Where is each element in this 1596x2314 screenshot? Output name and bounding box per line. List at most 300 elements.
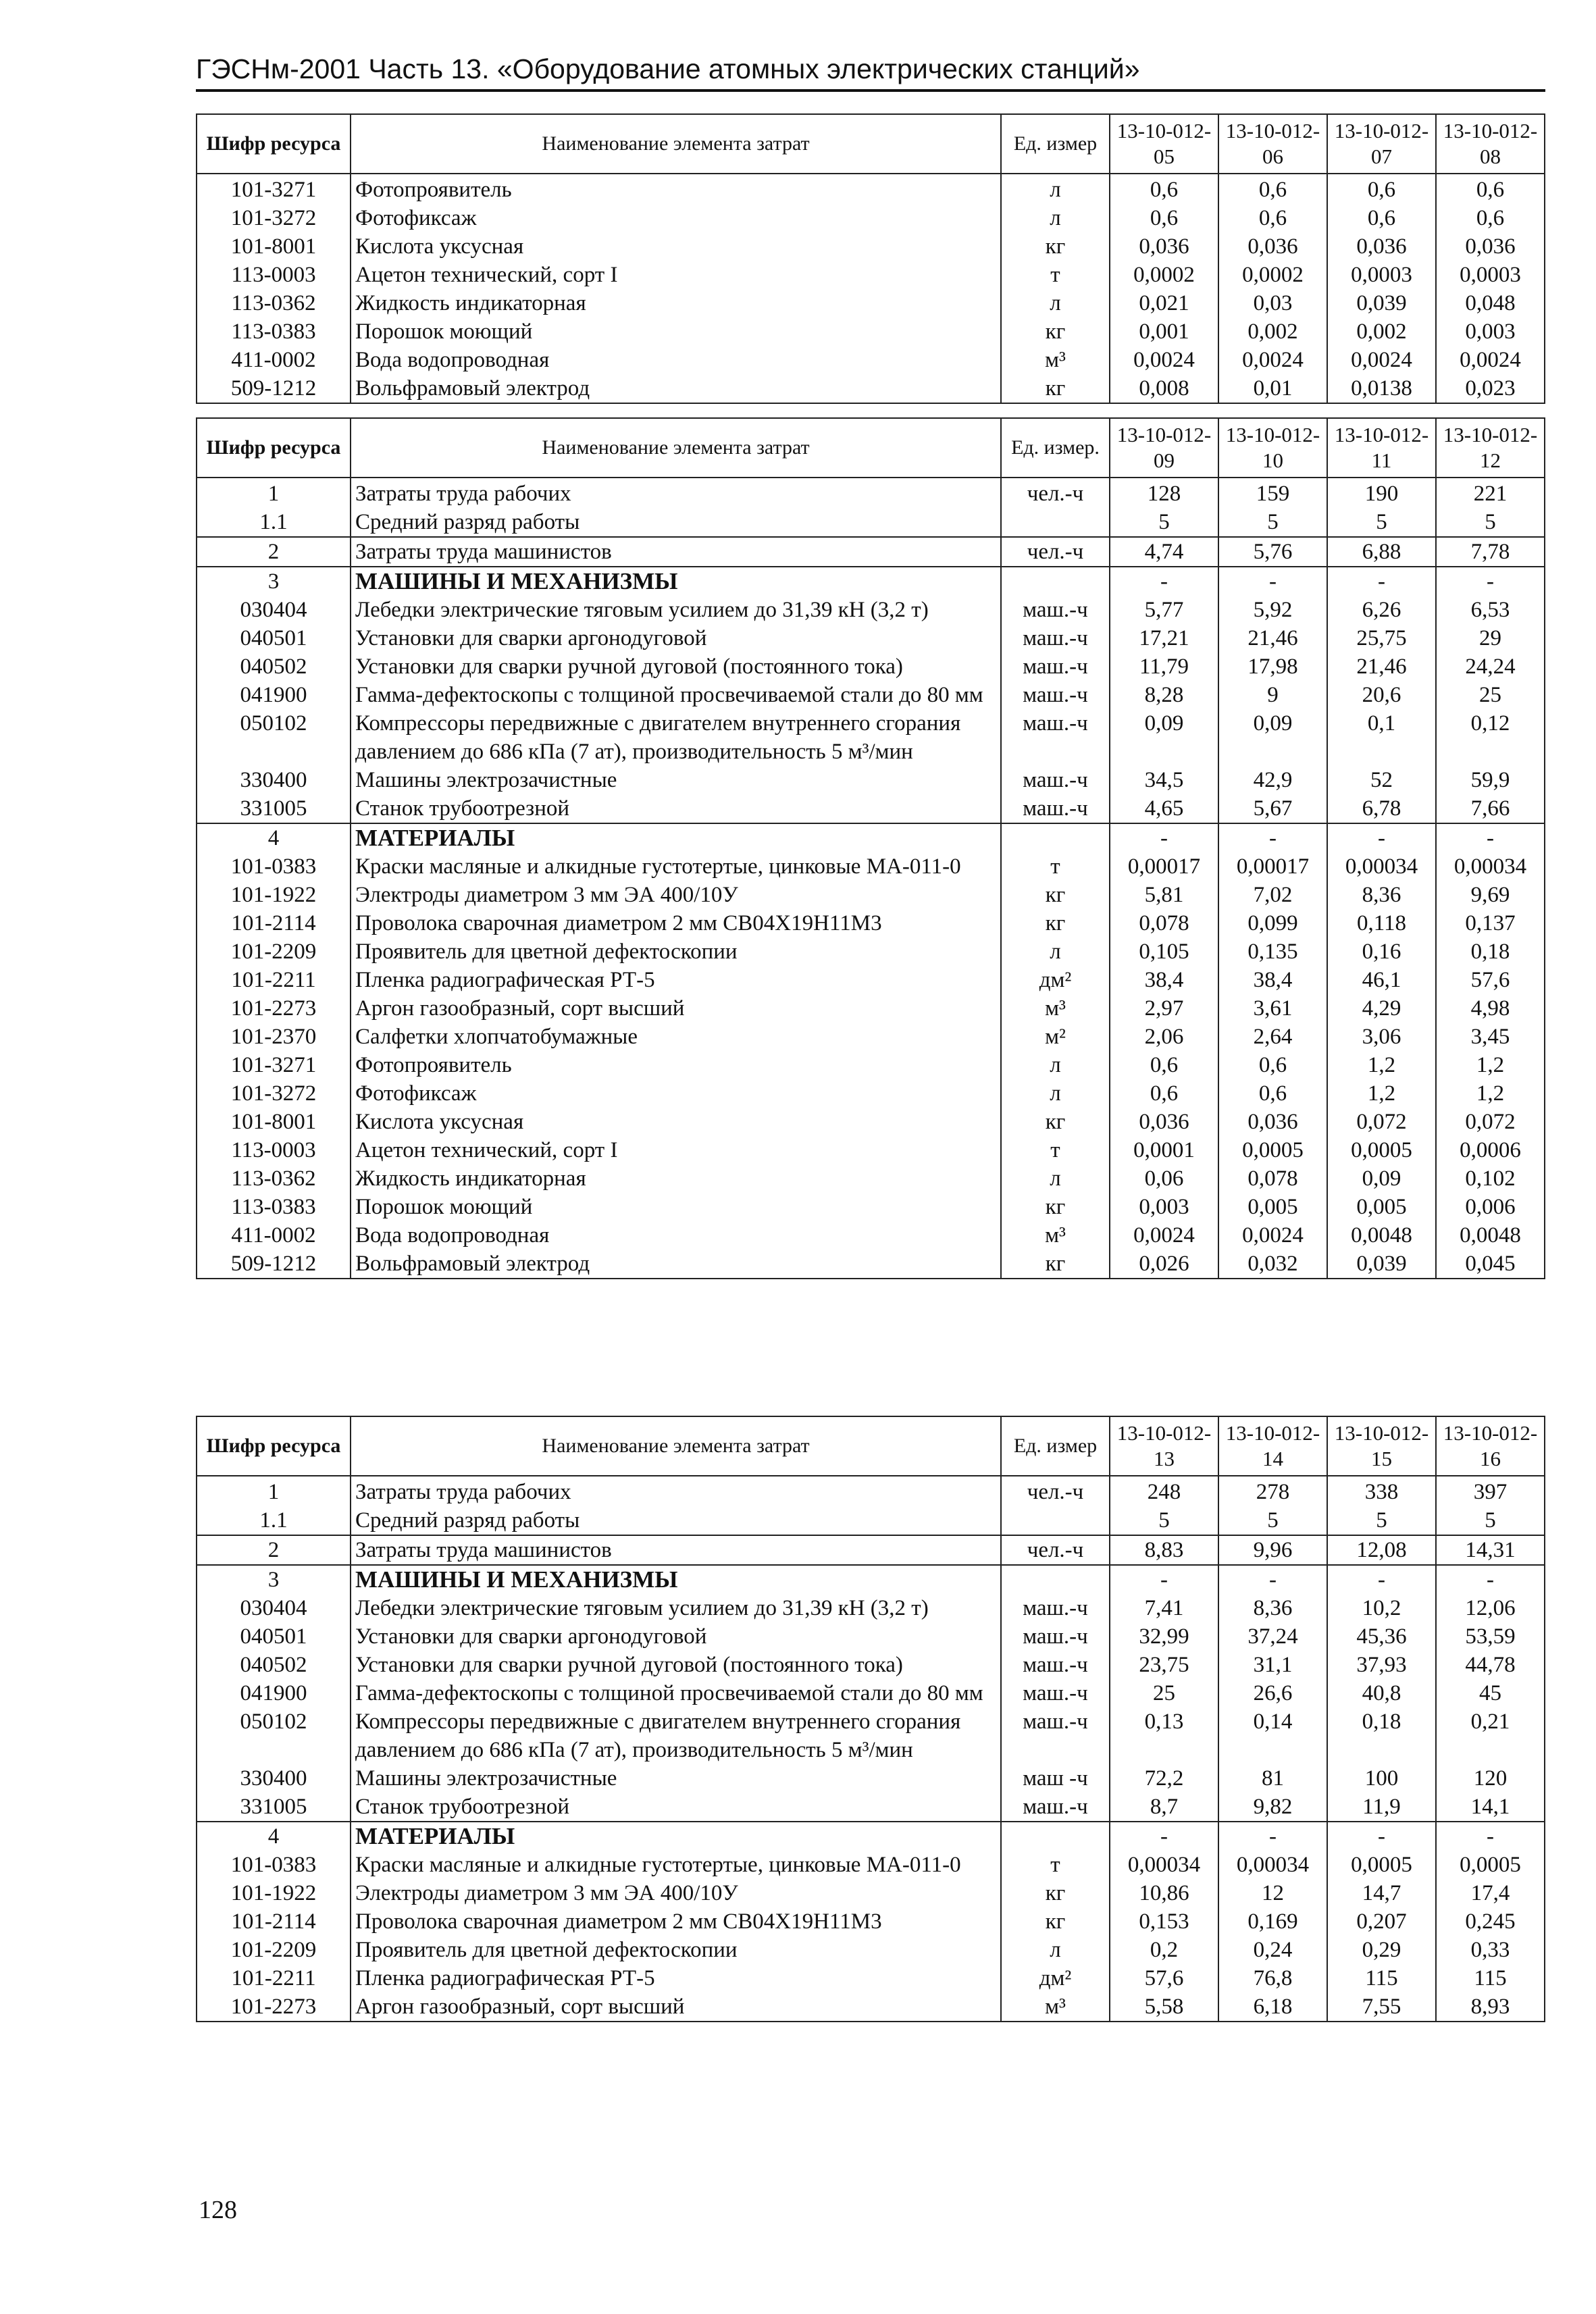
- cost-element-name: Компрессоры передвижные с двигателем внутреннего сгорания давлением до 686 кПа (7 ат), производительность 5 м³/мин: [351, 709, 1001, 766]
- cost-element-name: Установки для сварки аргонодуговой: [351, 1622, 1001, 1651]
- norm-value: 0,0024: [1436, 346, 1545, 374]
- cost-element-name: Жидкость индикаторная: [351, 1164, 1001, 1193]
- norm-value: 0,6: [1327, 174, 1436, 204]
- norm-value: 0,005: [1218, 1193, 1327, 1221]
- resource-code: 101-2114: [197, 909, 351, 937]
- norm-value: 5: [1327, 1506, 1436, 1535]
- norm-value: 25,75: [1327, 624, 1436, 652]
- resource-code: 041900: [197, 1679, 351, 1707]
- resource-code: 3: [197, 567, 351, 596]
- norm-value: 10,2: [1327, 1594, 1436, 1622]
- cost-element-name: Проволока сварочная диаметром 2 мм СВ04Х19Н11М3: [351, 1907, 1001, 1936]
- norm-value: 14,31: [1436, 1535, 1545, 1565]
- cost-element-name: Фотопроявитель: [351, 1051, 1001, 1079]
- cost-element-name: Вольфрамовый электрод: [351, 1250, 1001, 1279]
- cost-element-name: Электроды диаметром 3 мм ЭА 400/10У: [351, 1879, 1001, 1907]
- norm-value: 0,00034: [1110, 1851, 1218, 1879]
- norm-value: 25: [1110, 1679, 1218, 1707]
- norm-value: 0,0005: [1218, 1136, 1327, 1164]
- norm-value: 12: [1218, 1879, 1327, 1907]
- norm-value: -: [1436, 1565, 1545, 1594]
- norm-value: 4,98: [1436, 994, 1545, 1023]
- norm-value: -: [1327, 567, 1436, 596]
- norm-value: 14,7: [1327, 1879, 1436, 1907]
- table-row: [197, 966, 1545, 994]
- resource-code: 330400: [197, 1764, 351, 1793]
- unit: чел.-ч: [1001, 537, 1110, 567]
- table-row: [197, 508, 1545, 537]
- norm-value: 0,169: [1218, 1907, 1327, 1936]
- resource-code: 509-1212: [197, 1250, 351, 1279]
- cost-element-name: Фотофиксаж: [351, 204, 1001, 232]
- norm-value: 9,69: [1436, 881, 1545, 909]
- resource-code: 1: [197, 1476, 351, 1506]
- norm-value: 59,9: [1436, 766, 1545, 794]
- norm-value: 9,96: [1218, 1535, 1327, 1565]
- header-norm-code: 13-10-012-12: [1436, 418, 1545, 478]
- resource-code: 113-0003: [197, 261, 351, 289]
- unit: дм²: [1001, 966, 1110, 994]
- norm-value: 0,6: [1218, 1079, 1327, 1108]
- resource-code: 113-0362: [197, 1164, 351, 1193]
- section-row: [197, 1822, 1545, 1851]
- norm-value: 32,99: [1110, 1622, 1218, 1651]
- table-row: [197, 1476, 1545, 1506]
- resource-code: 113-0383: [197, 317, 351, 346]
- table-row: [197, 652, 1545, 681]
- norm-value: 72,2: [1110, 1764, 1218, 1793]
- cost-element-name: Кислота уксусная: [351, 1108, 1001, 1136]
- unit: кг: [1001, 232, 1110, 261]
- norm-value: 0,21: [1436, 1707, 1545, 1764]
- unit: маш.-ч: [1001, 1651, 1110, 1679]
- norm-value: 0,036: [1436, 232, 1545, 261]
- resource-code: 101-2211: [197, 966, 351, 994]
- norm-value: 0,0001: [1110, 1136, 1218, 1164]
- norm-value: 0,01: [1218, 374, 1327, 403]
- resource-code: 101-3271: [197, 1051, 351, 1079]
- norm-value: 25: [1436, 681, 1545, 709]
- norm-value: 29: [1436, 624, 1545, 652]
- norm-value: 100: [1327, 1764, 1436, 1793]
- unit: [1001, 1506, 1110, 1535]
- norm-value: -: [1436, 567, 1545, 596]
- resource-code: 101-3272: [197, 1079, 351, 1108]
- norm-value: -: [1436, 823, 1545, 852]
- resource-code: 041900: [197, 681, 351, 709]
- norm-value: 5: [1436, 1506, 1545, 1535]
- cost-element-name: Машины электрозачистные: [351, 766, 1001, 794]
- unit: л: [1001, 1079, 1110, 1108]
- cost-element-name: Аргон газообразный, сорт высший: [351, 994, 1001, 1023]
- norm-value: 31,1: [1218, 1651, 1327, 1679]
- norm-value: 0,6: [1110, 1051, 1218, 1079]
- table-row: [197, 1907, 1545, 1936]
- norm-value: 0,00034: [1436, 852, 1545, 881]
- norm-value: 278: [1218, 1476, 1327, 1506]
- table-row: [197, 232, 1545, 261]
- norm-value: 397: [1436, 1476, 1545, 1506]
- norm-value: 12,06: [1436, 1594, 1545, 1622]
- norm-value: 5: [1110, 508, 1218, 537]
- table-row: [197, 1851, 1545, 1879]
- resource-code: 101-2211: [197, 1964, 351, 1992]
- norm-value: 0,001: [1110, 317, 1218, 346]
- unit: маш.-ч: [1001, 1793, 1110, 1822]
- norm-value: 0,18: [1327, 1707, 1436, 1764]
- resource-code: 101-1922: [197, 1879, 351, 1907]
- resource-code: 330400: [197, 766, 351, 794]
- section-row: [197, 823, 1545, 852]
- resource-code: 101-3271: [197, 174, 351, 204]
- unit: л: [1001, 1164, 1110, 1193]
- unit: кг: [1001, 1907, 1110, 1936]
- table-row: [197, 994, 1545, 1023]
- norm-value: 6,78: [1327, 794, 1436, 823]
- resource-code: 101-1922: [197, 881, 351, 909]
- resource-code: 030404: [197, 596, 351, 624]
- norm-value: 2,06: [1110, 1023, 1218, 1051]
- cost-element-name: Пленка радиографическая РТ-5: [351, 966, 1001, 994]
- cost-element-name: Средний разряд работы: [351, 508, 1001, 537]
- norm-value: 7,66: [1436, 794, 1545, 823]
- table-row: [197, 1793, 1545, 1822]
- norm-value: 0,0006: [1436, 1136, 1545, 1164]
- section-row: [197, 567, 1545, 596]
- norm-value: 0,036: [1218, 1108, 1327, 1136]
- resource-code: 101-2209: [197, 1936, 351, 1964]
- norm-value: -: [1327, 1565, 1436, 1594]
- norm-value: 7,41: [1110, 1594, 1218, 1622]
- norm-value: 0,0024: [1110, 346, 1218, 374]
- unit: чел.-ч: [1001, 1535, 1110, 1565]
- table-row: [197, 1936, 1545, 1964]
- norm-value: -: [1110, 1565, 1218, 1594]
- unit: чел.-ч: [1001, 478, 1110, 508]
- norm-value: 5,81: [1110, 881, 1218, 909]
- header-norm-code: 13-10-012-16: [1436, 1416, 1545, 1476]
- resource-code: 4: [197, 1822, 351, 1851]
- header-resource-code: Шифр ресурса: [197, 418, 351, 478]
- resource-code: 101-8001: [197, 232, 351, 261]
- norm-value: 8,93: [1436, 1992, 1545, 2022]
- cost-element-name: Проволока сварочная диаметром 2 мм СВ04Х19Н11М3: [351, 909, 1001, 937]
- norm-value: 0,036: [1110, 232, 1218, 261]
- norm-value: 0,6: [1218, 174, 1327, 204]
- norm-value: 0,048: [1436, 289, 1545, 317]
- norm-value: 57,6: [1436, 966, 1545, 994]
- resource-code: 1.1: [197, 1506, 351, 1535]
- page-header: ГЭСНм-2001 Часть 13. «Оборудование атомных электрических станций»: [196, 49, 1545, 92]
- norm-value: 4,65: [1110, 794, 1218, 823]
- table-row: [197, 1079, 1545, 1108]
- header-norm-code: 13-10-012-07: [1327, 114, 1436, 174]
- header-norm-code: 13-10-012-15: [1327, 1416, 1436, 1476]
- header-norm-code: 13-10-012-10: [1218, 418, 1327, 478]
- norm-value: 81: [1218, 1764, 1327, 1793]
- header-unit: Ед. измер.: [1001, 418, 1110, 478]
- norm-value: 9,82: [1218, 1793, 1327, 1822]
- norm-value: 0,6: [1436, 174, 1545, 204]
- norm-value: 0,0024: [1218, 1221, 1327, 1250]
- norm-value: 4,29: [1327, 994, 1436, 1023]
- norm-value: 5: [1110, 1506, 1218, 1535]
- cost-element-name: Средний разряд работы: [351, 1506, 1001, 1535]
- norm-value: 0,006: [1436, 1193, 1545, 1221]
- norm-value: 5: [1436, 508, 1545, 537]
- unit: маш.-ч: [1001, 624, 1110, 652]
- table-header-row: [197, 114, 1545, 174]
- cost-element-name: Фотопроявитель: [351, 174, 1001, 204]
- table-row: [197, 1679, 1545, 1707]
- norm-value: 0,0005: [1327, 1136, 1436, 1164]
- norm-value: 0,002: [1327, 317, 1436, 346]
- norm-value: 0,0024: [1327, 346, 1436, 374]
- norm-value: 6,53: [1436, 596, 1545, 624]
- norm-value: 0,0138: [1327, 374, 1436, 403]
- cost-element-name: Станок трубоотрезной: [351, 1793, 1001, 1822]
- table-row: [197, 1622, 1545, 1651]
- header-resource-code: Шифр ресурса: [197, 114, 351, 174]
- cost-element-name: Машины электрозачистные: [351, 1764, 1001, 1793]
- norm-value: 0,102: [1436, 1164, 1545, 1193]
- norm-value: 26,6: [1218, 1679, 1327, 1707]
- norm-value: 42,9: [1218, 766, 1327, 794]
- unit: кг: [1001, 881, 1110, 909]
- norm-value: -: [1110, 823, 1218, 852]
- resource-code: 411-0002: [197, 1221, 351, 1250]
- norm-value: 0,24: [1218, 1936, 1327, 1964]
- table-row: [197, 596, 1545, 624]
- resource-table-1: [196, 113, 1545, 404]
- header-norm-code: 13-10-012-14: [1218, 1416, 1327, 1476]
- resource-code: 3: [197, 1565, 351, 1594]
- norm-value: 0,002: [1218, 317, 1327, 346]
- norm-value: 17,21: [1110, 624, 1218, 652]
- resource-code: 2: [197, 537, 351, 567]
- cost-element-name: Жидкость индикаторная: [351, 289, 1001, 317]
- resource-code: 411-0002: [197, 346, 351, 374]
- cost-element-name: Затраты труда машинистов: [351, 537, 1001, 567]
- resource-table-2: [196, 417, 1545, 1279]
- norm-value: -: [1110, 567, 1218, 596]
- header-unit: Ед. измер: [1001, 1416, 1110, 1476]
- norm-value: 0,072: [1327, 1108, 1436, 1136]
- norm-value: 7,78: [1436, 537, 1545, 567]
- cost-element-name: Электроды диаметром 3 мм ЭА 400/10У: [351, 881, 1001, 909]
- norm-value: 0,18: [1436, 937, 1545, 966]
- norm-value: 0,6: [1110, 1079, 1218, 1108]
- norm-value: 6,88: [1327, 537, 1436, 567]
- norm-value: 248: [1110, 1476, 1218, 1506]
- norm-value: 10,86: [1110, 1879, 1218, 1907]
- unit: маш.-ч: [1001, 1679, 1110, 1707]
- table-row: [197, 909, 1545, 937]
- norm-value: 0,039: [1327, 1250, 1436, 1279]
- norm-value: 0,036: [1327, 232, 1436, 261]
- cost-element-name: МАШИНЫ И МЕХАНИЗМЫ: [351, 1565, 1001, 1594]
- norm-value: 0,2: [1110, 1936, 1218, 1964]
- norm-value: 46,1: [1327, 966, 1436, 994]
- norm-value: 0,003: [1110, 1193, 1218, 1221]
- header-norm-code: 13-10-012-09: [1110, 418, 1218, 478]
- cost-element-name: МАШИНЫ И МЕХАНИЗМЫ: [351, 567, 1001, 596]
- header-cost-element-name: Наименование элемента затрат: [351, 1416, 1001, 1476]
- header-cost-element-name: Наименование элемента затрат: [351, 114, 1001, 174]
- unit: л: [1001, 204, 1110, 232]
- norm-value: -: [1110, 1822, 1218, 1851]
- table-row: [197, 1651, 1545, 1679]
- cost-element-name: Краски масляные и алкидные густотертые, цинковые МА-011-0: [351, 1851, 1001, 1879]
- norm-value: 2,97: [1110, 994, 1218, 1023]
- table-row: [197, 1506, 1545, 1535]
- norm-value: 5,77: [1110, 596, 1218, 624]
- norm-value: 5: [1327, 508, 1436, 537]
- unit: дм²: [1001, 1964, 1110, 1992]
- norm-value: 0,153: [1110, 1907, 1218, 1936]
- norm-value: 3,45: [1436, 1023, 1545, 1051]
- norm-value: 0,032: [1218, 1250, 1327, 1279]
- norm-value: 0,6: [1218, 204, 1327, 232]
- norm-value: 0,023: [1436, 374, 1545, 403]
- table-row: [197, 1707, 1545, 1764]
- table-row: [197, 1136, 1545, 1164]
- unit: кг: [1001, 317, 1110, 346]
- cost-element-name: Вода водопроводная: [351, 1221, 1001, 1250]
- resource-code: 101-2370: [197, 1023, 351, 1051]
- norm-value: 5: [1218, 1506, 1327, 1535]
- norm-value: 1,2: [1327, 1051, 1436, 1079]
- norm-value: 3,61: [1218, 994, 1327, 1023]
- header-norm-code: 13-10-012-08: [1436, 114, 1545, 174]
- norm-value: 40,8: [1327, 1679, 1436, 1707]
- cost-element-name: МАТЕРИАЛЫ: [351, 823, 1001, 852]
- norm-value: 0,008: [1110, 374, 1218, 403]
- table-row: [197, 709, 1545, 766]
- norm-value: 0,6: [1110, 174, 1218, 204]
- norm-value: -: [1327, 823, 1436, 852]
- norm-value: 5,76: [1218, 537, 1327, 567]
- unit: маш.-ч: [1001, 596, 1110, 624]
- norm-value: 0,14: [1218, 1707, 1327, 1764]
- page-number: 128: [199, 2196, 237, 2224]
- norm-value: 8,36: [1218, 1594, 1327, 1622]
- cost-element-name: Краски масляные и алкидные густотертые, цинковые МА-011-0: [351, 852, 1001, 881]
- norm-value: 45,36: [1327, 1622, 1436, 1651]
- unit: л: [1001, 289, 1110, 317]
- norm-value: 0,0048: [1436, 1221, 1545, 1250]
- table-row: [197, 317, 1545, 346]
- norm-value: 0,09: [1218, 709, 1327, 766]
- header-cost-element-name: Наименование элемента затрат: [351, 418, 1001, 478]
- norm-value: 0,03: [1218, 289, 1327, 317]
- table-row: [197, 1964, 1545, 1992]
- unit: маш.-ч: [1001, 652, 1110, 681]
- norm-value: 52: [1327, 766, 1436, 794]
- norm-value: 0,12: [1436, 709, 1545, 766]
- table-row: [197, 1992, 1545, 2022]
- norm-value: 37,93: [1327, 1651, 1436, 1679]
- norm-value: 14,1: [1436, 1793, 1545, 1822]
- norm-value: 0,045: [1436, 1250, 1545, 1279]
- norm-value: 115: [1436, 1964, 1545, 1992]
- table-row: [197, 766, 1545, 794]
- table-row: [197, 204, 1545, 232]
- table-row: [197, 1594, 1545, 1622]
- cost-element-name: Компрессоры передвижные с двигателем внутреннего сгорания давлением до 686 кПа (7 ат), производительность 5 м³/мин: [351, 1707, 1001, 1764]
- cost-element-name: Станок трубоотрезной: [351, 794, 1001, 823]
- norm-value: 0,00034: [1218, 1851, 1327, 1879]
- norm-value: 0,09: [1327, 1164, 1436, 1193]
- unit: м³: [1001, 1992, 1110, 2022]
- unit: м³: [1001, 1221, 1110, 1250]
- section-row: [197, 1565, 1545, 1594]
- norm-value: 11,79: [1110, 652, 1218, 681]
- norm-value: 0,6: [1218, 1051, 1327, 1079]
- table-row: [197, 1764, 1545, 1793]
- cost-element-name: Аргон газообразный, сорт высший: [351, 1992, 1001, 2022]
- norm-value: 44,78: [1436, 1651, 1545, 1679]
- cost-element-name: Пленка радиографическая РТ-5: [351, 1964, 1001, 1992]
- resource-code: 509-1212: [197, 374, 351, 403]
- norm-value: 76,8: [1218, 1964, 1327, 1992]
- norm-value: 57,6: [1110, 1964, 1218, 1992]
- unit: т: [1001, 1851, 1110, 1879]
- resource-code: 113-0383: [197, 1193, 351, 1221]
- unit: [1001, 1565, 1110, 1594]
- norm-value: 5,58: [1110, 1992, 1218, 2022]
- norm-value: 0,036: [1218, 232, 1327, 261]
- unit: маш -ч: [1001, 1764, 1110, 1793]
- resource-code: 101-2209: [197, 937, 351, 966]
- cost-element-name: Затраты труда рабочих: [351, 1476, 1001, 1506]
- norm-value: 0,0003: [1327, 261, 1436, 289]
- cost-element-name: Кислота уксусная: [351, 232, 1001, 261]
- cost-element-name: Лебедки электрические тяговым усилием до 31,39 кН (3,2 т): [351, 1594, 1001, 1622]
- cost-element-name: Ацетон технический, сорт I: [351, 1136, 1001, 1164]
- table-row: [197, 681, 1545, 709]
- table-row: [197, 289, 1545, 317]
- table-row: [197, 881, 1545, 909]
- resource-code: 101-2114: [197, 1907, 351, 1936]
- unit: маш.-ч: [1001, 1707, 1110, 1764]
- norm-value: 38,4: [1110, 966, 1218, 994]
- resource-code: 101-2273: [197, 994, 351, 1023]
- norm-value: 4,74: [1110, 537, 1218, 567]
- norm-value: 0,021: [1110, 289, 1218, 317]
- resource-code: 4: [197, 823, 351, 852]
- unit: кг: [1001, 1108, 1110, 1136]
- norm-value: -: [1327, 1822, 1436, 1851]
- norm-value: 0,005: [1327, 1193, 1436, 1221]
- table-header-row: [197, 1416, 1545, 1476]
- cost-element-name: Затраты труда машинистов: [351, 1535, 1001, 1565]
- cost-element-name: Установки для сварки ручной дуговой (постоянного тока): [351, 652, 1001, 681]
- unit: т: [1001, 852, 1110, 881]
- norm-value: 0,09: [1110, 709, 1218, 766]
- norm-value: 0,003: [1436, 317, 1545, 346]
- unit: маш.-ч: [1001, 794, 1110, 823]
- norm-value: 0,0024: [1218, 346, 1327, 374]
- norm-value: 20,6: [1327, 681, 1436, 709]
- norm-value: 53,59: [1436, 1622, 1545, 1651]
- norm-value: 0,6: [1110, 204, 1218, 232]
- norm-value: 0,0005: [1327, 1851, 1436, 1879]
- unit: кг: [1001, 909, 1110, 937]
- table-row: [197, 1108, 1545, 1136]
- unit: кг: [1001, 374, 1110, 403]
- norm-value: 128: [1110, 478, 1218, 508]
